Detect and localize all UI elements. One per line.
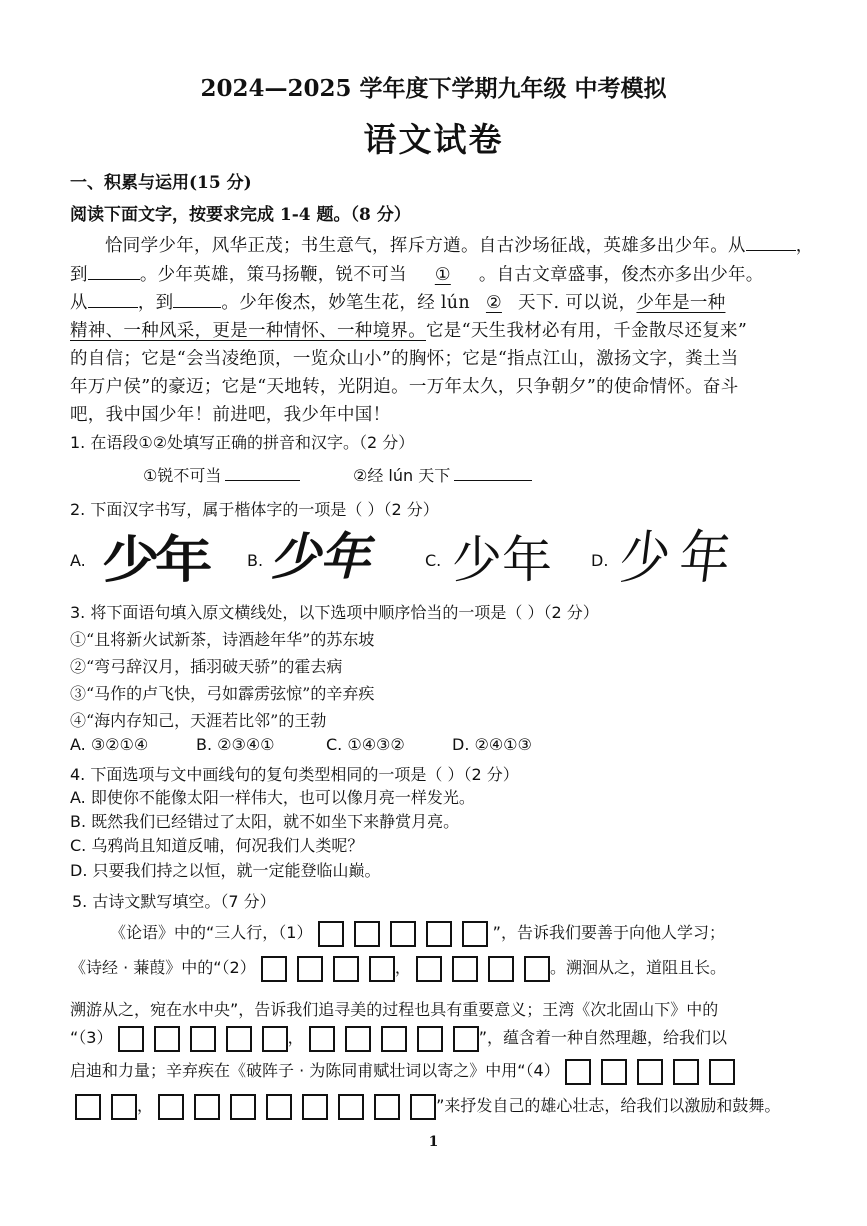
- q5-text: “（3）: [70, 1028, 113, 1047]
- q5-text: ”，蕴含着一种自然理趣，给我们以: [478, 1028, 727, 1047]
- answer-blank[interactable]: [225, 464, 300, 481]
- answer-boxes-2b[interactable]: [416, 956, 550, 982]
- q2-option-b-label: B.: [247, 551, 264, 570]
- q1-part-a: [143, 463, 300, 486]
- q5-line-6: [75, 1093, 780, 1120]
- q3-stem: 3. 将下面语句填入原文横线处，以下选项中顺序恰当的一项是（ ）（2 分）: [70, 603, 599, 622]
- answer-boxes-1[interactable]: [318, 921, 488, 947]
- q5-line-4: [70, 1025, 727, 1052]
- q1-b-label: ②经 lún 天下: [353, 466, 451, 485]
- answer-boxes-3b[interactable]: [309, 1026, 479, 1052]
- q4-option-c[interactable]: C. 乌鸦尚且知道反哺，何况我们人类呢？: [70, 836, 364, 855]
- underlined-sentence: 精神、一种风采，更是一种情怀、一种境界。: [70, 321, 426, 341]
- passage-line-6: 年万户侯”的豪迈；它是“天地转，光阴迫。一万年太久，只争朝夕”的使命情怀。奋斗: [70, 377, 739, 397]
- passage-text: 天下. 可以说，: [517, 293, 637, 313]
- q4-option-b[interactable]: B. 既然我们已经错过了太阳，就不如坐下来静赏月亮。: [70, 812, 460, 831]
- passage-line-1: [105, 232, 814, 257]
- blank-marker-1: ①: [434, 265, 451, 285]
- q3-item-4: ④“海内存知己，天涯若比邻”的王勃: [70, 711, 327, 730]
- q3-item-1: ①“且将新火试新茶，诗酒趁年华”的苏东坡: [70, 630, 375, 649]
- q2-stem: 2. 下面汉字书写，属于楷体字的一项是（ ）（2 分）: [70, 500, 439, 519]
- q1-stem: 1. 在语段①②处填写正确的拼音和汉字。（2 分）: [70, 433, 415, 452]
- passage-text: 恰同学少年，风华正茂；书生意气，挥斥方遒。自古沙场征战，英雄多出少年。从: [105, 236, 746, 256]
- q3-option-a[interactable]: A. ③②①④: [70, 735, 149, 754]
- q5-text: 启迪和力量；辛弃疾在《破阵子 · 为陈同甫赋壮词以寄之》中用“（4）: [70, 1061, 560, 1080]
- q5-stem: 5. 古诗文默写填空。（7 分）: [72, 892, 276, 911]
- q3-option-d[interactable]: D. ②④①③: [452, 735, 532, 754]
- q1-a-label: ①锐不可当: [143, 466, 222, 485]
- passage-text: 。少年俊杰，妙笔生花，经 lún: [221, 293, 470, 313]
- q5-text: ，: [287, 1028, 304, 1047]
- q5-text: 《论语》中的“三人行，（1）: [110, 923, 313, 942]
- passage-text: ，到: [137, 293, 174, 313]
- q3-item-3: ③“马作的卢飞快，弓如霹雳弦惊”的辛弃疾: [70, 684, 375, 703]
- page-number: 1: [428, 1134, 439, 1150]
- q2-option-c-calligraphy: 少年: [452, 531, 552, 589]
- q2-option-a-label: A.: [70, 551, 86, 570]
- q5-text: ，: [137, 1096, 154, 1115]
- passage-line-2: [70, 261, 764, 286]
- q5-line-5: [70, 1058, 735, 1085]
- passage-line-3: [70, 289, 725, 314]
- answer-boxes-3a[interactable]: [118, 1026, 288, 1052]
- q5-text: ，: [394, 958, 411, 977]
- fill-blank: [88, 291, 138, 308]
- section1-instruction: 阅读下面文字，按要求完成 1-4 题。（8 分）: [70, 205, 411, 225]
- q4-stem: 4. 下面选项与文中画线句的复句类型相同的一项是（ ）（2 分）: [70, 765, 519, 784]
- answer-boxes-4b[interactable]: [75, 1094, 137, 1120]
- blank-marker-2: ②: [485, 293, 502, 313]
- passage-text: 它是“天生我材必有用，千金散尽还复来”: [426, 321, 748, 341]
- exam-title-line2: 语文试卷: [363, 120, 504, 159]
- section1-heading: 一、积累与运用(15 分): [70, 173, 252, 193]
- q2-option-d-calligraphy: 少年: [615, 524, 745, 592]
- passage-text: 。少年英雄，策马扬鞭，锐不可当: [139, 265, 407, 285]
- passage-line-7: 吧，我中国少年！前进吧，我少年中国！: [70, 405, 391, 425]
- passage-line-4: [70, 317, 747, 342]
- q5-line-1: [110, 920, 725, 947]
- q3-item-2: ②“弯弓辞汉月，插羽破天骄”的霍去病: [70, 657, 343, 676]
- exam-title-line1: 2024—2025 学年度下学期九年级 中考模拟: [200, 75, 667, 102]
- passage-text: ，: [795, 236, 814, 256]
- q3-option-c[interactable]: C. ①④③②: [326, 735, 405, 754]
- q5-text: ”，告诉我们要善于向他人学习；: [492, 923, 725, 942]
- answer-blank[interactable]: [454, 464, 532, 481]
- fill-blank: [746, 234, 796, 251]
- answer-boxes-4a[interactable]: [565, 1059, 735, 1085]
- q1-part-b: [353, 463, 532, 486]
- q5-line-3: 溯游从之，宛在水中央”，告诉我们追寻美的过程也具有重要意义；王湾《次北固山下》中的: [70, 1000, 719, 1019]
- passage-line-5: 的自信；它是“会当凌绝顶，一览众山小”的胸怀；它是“指点江山，激扬文字，粪土当: [70, 349, 739, 369]
- fill-blank: [173, 291, 221, 308]
- underlined-sentence: 少年是一种: [636, 293, 726, 313]
- q2-option-a-calligraphy: 少年: [102, 531, 208, 589]
- q5-text: 《诗经 · 蒹葭》中的“（2）: [70, 958, 256, 977]
- answer-boxes-2a[interactable]: [261, 956, 395, 982]
- q4-option-a[interactable]: A. 即使你不能像太阳一样伟大，也可以像月亮一样发光。: [70, 788, 475, 807]
- q2-option-d-label: D.: [591, 551, 609, 570]
- passage-text: 从: [70, 293, 88, 313]
- q5-text: ”来抒发自己的雄心壮志，给我们以激励和鼓舞。: [436, 1096, 781, 1115]
- q5-line-2: [70, 955, 726, 982]
- passage-text: 。自古文章盛事，俊杰亦多出少年。: [478, 265, 764, 285]
- q5-text: 。溯洄从之，道阻且长。: [549, 958, 726, 977]
- q4-option-d[interactable]: D. 只要我们持之以恒，就一定能登临山巅。: [70, 861, 381, 880]
- fill-blank: [88, 263, 140, 280]
- passage-text: 到: [70, 265, 88, 285]
- q3-option-b[interactable]: B. ②③④①: [196, 735, 275, 754]
- answer-boxes-4c[interactable]: [158, 1094, 436, 1120]
- q2-option-b-calligraphy: 少年: [270, 527, 370, 586]
- q2-option-c-label: C.: [425, 551, 442, 570]
